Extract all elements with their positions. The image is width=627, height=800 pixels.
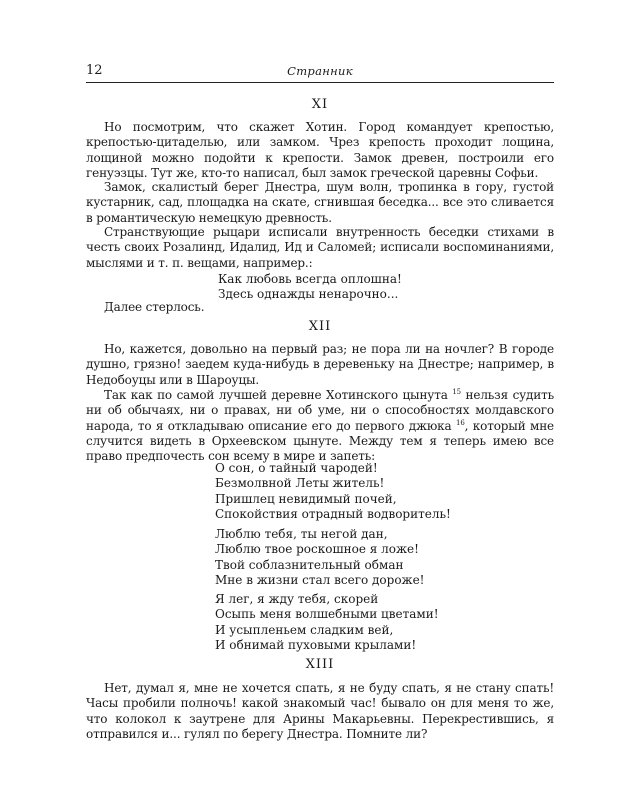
paragraph: Но, кажется, довольно на первый раз; не пора ли на ночлег? В городе душно, грязно! заедем куда-нибудь в деревеньку на Днестре; например, в Недобоуцы или в Шароуцы.: [86, 342, 554, 387]
footnote-marker: 15: [452, 388, 461, 396]
paragraph-text: Так как по самой лучшей деревне Хотинского цынута: [104, 388, 448, 402]
verse-line: Как любовь всегда оплошна!: [218, 272, 402, 286]
poem-stanza: [215, 461, 451, 522]
paragraph: Замок, скалистый берег Днестра, шум волн, тропинка в гору, густой кустарник, сад, площадка на скате, сгнившая беседка... все это сливается в романтическую немецкую древность.: [86, 180, 554, 225]
section-heading-xi: XI: [311, 97, 329, 112]
paragraph: [86, 388, 554, 464]
verse-line: И обнимай пуховыми крылами!: [215, 637, 417, 652]
verse-line: Осыпь меня волшебными цветами!: [215, 607, 439, 622]
paragraph: Странствующие рыцари исписали внутренность беседки стихами в честь своих Розалинд, Идалид, Ид и Саломей; исписали воспоминаниями, мыслями и т. п. вещами, например.:: [86, 225, 554, 270]
poem-stanza: [215, 592, 439, 653]
verse-line: И усыпленьем сладким вей,: [215, 622, 394, 637]
verse-block: [218, 272, 402, 303]
running-title: Странник: [287, 64, 353, 78]
verse-line: Мне в жизни стал всего дороже!: [215, 572, 425, 587]
section-heading-xii: XII: [308, 319, 332, 334]
verse-line: Здесь однажды ненарочно...: [218, 287, 399, 302]
paragraph: Но посмотрим, что скажет Хотин. Город командует крепостью, крепостью-цитаделью, или замком. Чрез крепость проходит лощина, лощиной можно подойти к крепости. Замок древен, построили его генуэзцы. Тут же, кто-то написал, был замок греческой царевны Софьи.: [86, 120, 554, 180]
paragraph-text: нельзя судить ни об обычаях, ни о правах, ни об уме, ни о способностях молдавского народа, то я откладываю описание его до первого джюка: [86, 388, 555, 433]
paragraph: Нет, думал я, мне не хочется спать, я не буду спать, я не стану спать! Часы пробили полночь! какой знакомый час! бывало он для меня то же, что колокол к заутрене для Арины Макарьевны. Перекрестившись, я отправился и... гулял по берегу Днестра. Помните ли?: [86, 681, 554, 741]
verse-line: Пришлец невидимый почей,: [215, 491, 397, 506]
footnote-marker: 16: [456, 418, 465, 427]
verse-line: Твой соблазнительный обман: [215, 557, 404, 572]
verse-line: Люблю твое роскошное я ложе!: [215, 542, 419, 557]
paragraph-text: , который мне случится видеть в Орхеевском цынуте. Между тем я теперь имею все право предпочесть сон всему в мире и запеть:: [86, 418, 555, 464]
verse-line: О сон, о тайный чародей!: [215, 461, 378, 475]
section-heading-xiii: XIII: [305, 657, 335, 672]
verse-line: Безмолвной Леты житель!: [215, 476, 385, 491]
page-number: 12: [86, 63, 103, 78]
paragraph: Далее стерлось.: [104, 300, 205, 314]
verse-line: Люблю тебя, ты негой дан,: [215, 527, 388, 541]
page-header: [86, 62, 554, 83]
verse-line: Я лег, я жду тебя, скорей: [215, 592, 379, 606]
poem-stanza: [215, 527, 425, 588]
verse-line: Спокойствия отрадный водворитель!: [215, 506, 451, 521]
